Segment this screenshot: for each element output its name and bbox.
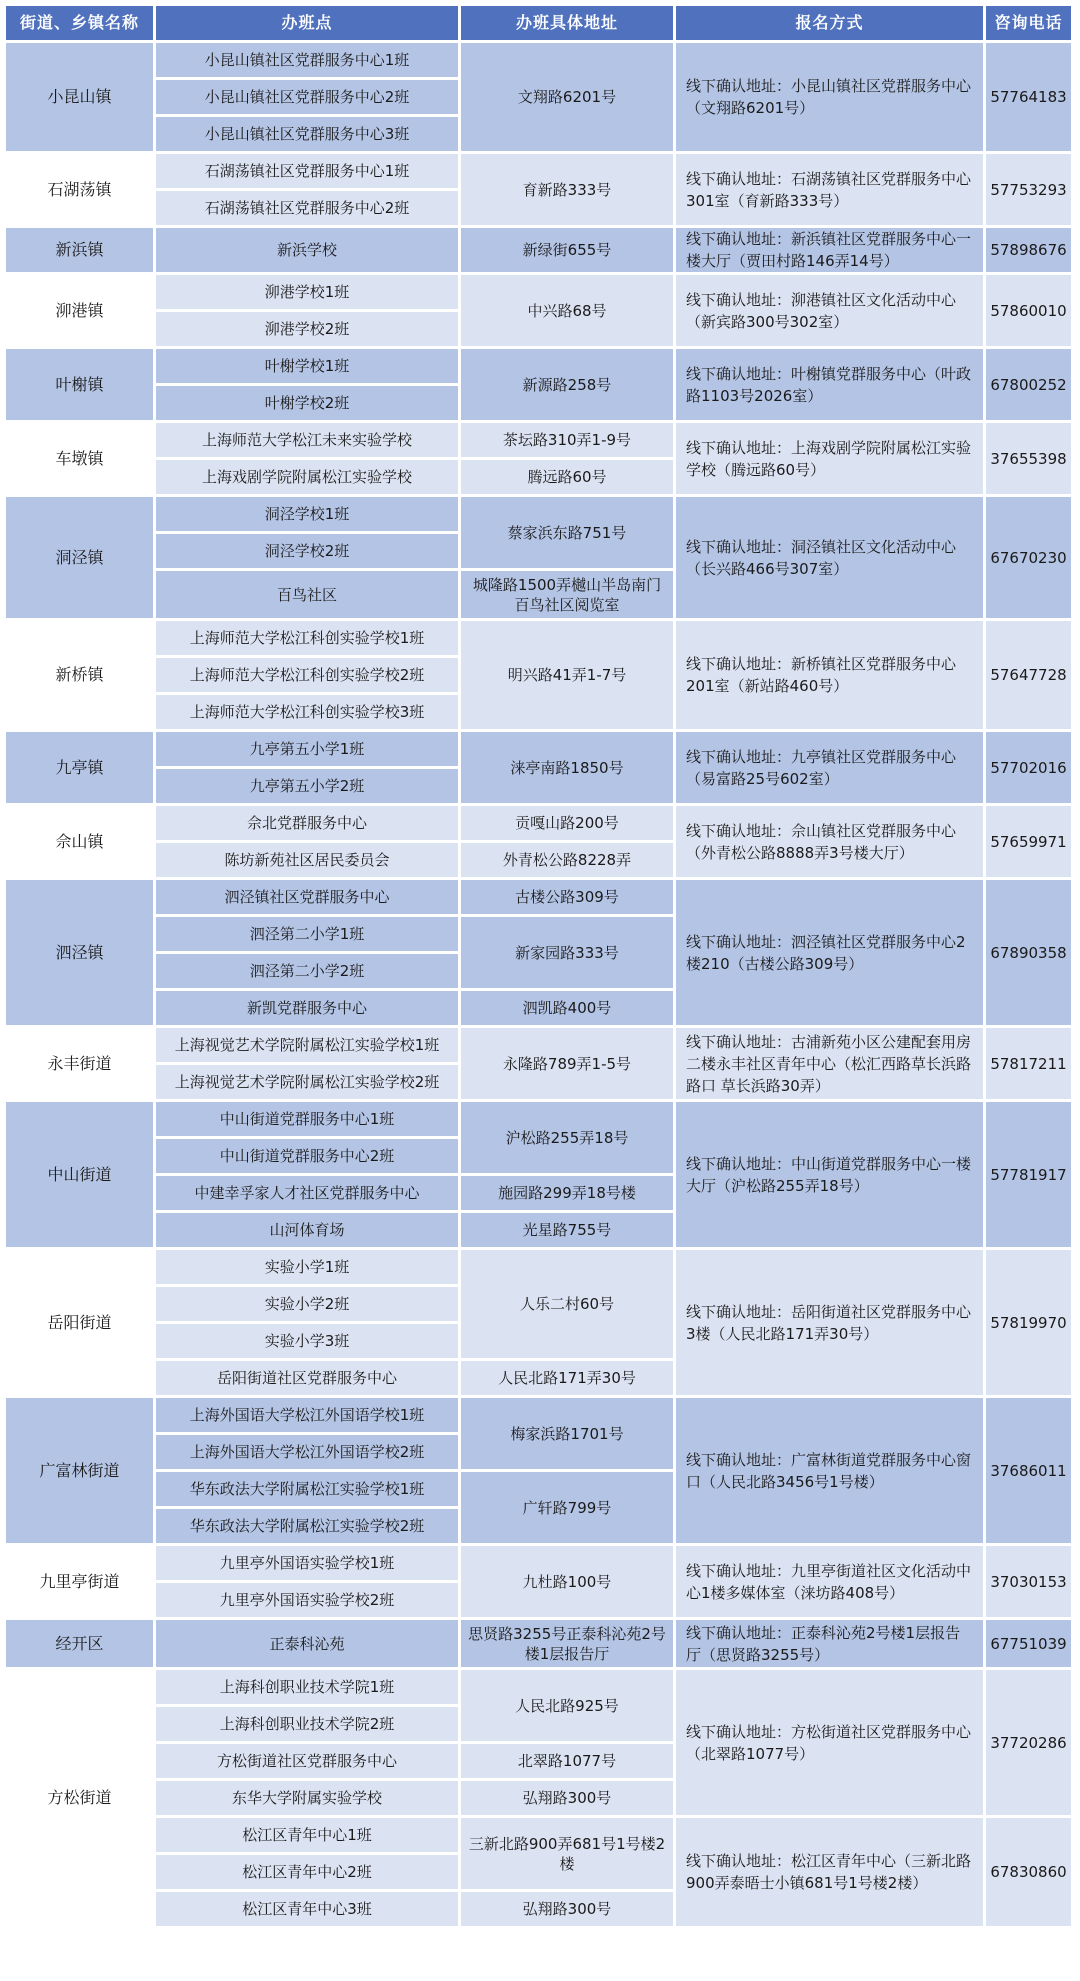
- site-address: 新源路258号: [461, 349, 676, 423]
- site-address: 人民北路925号: [461, 1670, 676, 1744]
- town-name: 泖港镇: [6, 275, 156, 349]
- town-name: 岳阳街道: [6, 1250, 156, 1398]
- table-row: [6, 228, 1074, 275]
- registration-method: 线下确认地址：新浜镇社区党群服务中心一楼大厅（贾田村路146弄14号）: [676, 228, 986, 275]
- site-name: 上海科创职业技术学院2班: [156, 1707, 461, 1744]
- registration-method: 线下确认地址：九里亭街道社区文化活动中心1楼多媒体室（涞坊路408号）: [676, 1546, 986, 1620]
- table-row: [6, 423, 1074, 460]
- site-name: 上海外国语大学松江外国语学校2班: [156, 1435, 461, 1472]
- table-row: [6, 1102, 1074, 1139]
- site-name: 上海师范大学松江科创实验学校1班: [156, 621, 461, 658]
- consult-phone: 67800252: [986, 349, 1074, 423]
- registration-method: 线下确认地址：方松街道社区党群服务中心（北翠路1077号）: [676, 1670, 986, 1818]
- consult-phone: 57819970: [986, 1250, 1074, 1398]
- consult-phone: 57702016: [986, 732, 1074, 806]
- site-address: 梅家浜路1701号: [461, 1398, 676, 1472]
- site-name: 洞泾学校2班: [156, 534, 461, 571]
- consult-phone: 37030153: [986, 1546, 1074, 1620]
- site-name: 陈坊新苑社区居民委员会: [156, 843, 461, 880]
- registration-method: 线下确认地址：泗泾镇社区党群服务中心2楼210（古楼公路309号）: [676, 880, 986, 1028]
- site-name: 百鸟社区: [156, 571, 461, 621]
- site-name: 泗泾第二小学2班: [156, 954, 461, 991]
- site-address: 育新路333号: [461, 154, 676, 228]
- site-name: 泖港学校1班: [156, 275, 461, 312]
- header-address: 办班具体地址: [461, 6, 676, 43]
- consult-phone: 67830860: [986, 1818, 1074, 1929]
- table-row: [6, 806, 1074, 843]
- site-address: 城隆路1500弄樾山半岛南门百鸟社区阅览室: [461, 571, 676, 621]
- site-address: 涞亭南路1850号: [461, 732, 676, 806]
- town-name: 广富林街道: [6, 1398, 156, 1546]
- table-row: [6, 1620, 1074, 1670]
- registration-method: 线下确认地址：佘山镇社区党群服务中心（外青松公路8888弄3号楼大厅）: [676, 806, 986, 880]
- site-address: 三新北路900弄681号1号楼2楼: [461, 1818, 676, 1892]
- consult-phone: 57817211: [986, 1028, 1074, 1102]
- site-name: 松江区青年中心1班: [156, 1818, 461, 1855]
- town-name: 洞泾镇: [6, 497, 156, 621]
- consult-phone: 57764183: [986, 43, 1074, 154]
- site-name: 松江区青年中心2班: [156, 1855, 461, 1892]
- table-row: [6, 349, 1074, 386]
- header-town: 街道、乡镇名称: [6, 6, 156, 43]
- site-name: 中山街道党群服务中心1班: [156, 1102, 461, 1139]
- site-address: 光星路755号: [461, 1213, 676, 1250]
- table-row: [6, 880, 1074, 917]
- town-name: 经开区: [6, 1620, 156, 1670]
- town-name: 新浜镇: [6, 228, 156, 275]
- site-address: 施园路299弄18号楼: [461, 1176, 676, 1213]
- town-name: 泗泾镇: [6, 880, 156, 1028]
- site-address: 思贤路3255号正泰科沁苑2号楼1层报告厅: [461, 1620, 676, 1670]
- consult-phone: 57781917: [986, 1102, 1074, 1250]
- site-name: 上海视觉艺术学院附属松江实验学校1班: [156, 1028, 461, 1065]
- site-address: 沪松路255弄18号: [461, 1102, 676, 1176]
- table-row: [6, 43, 1074, 80]
- town-name: 中山街道: [6, 1102, 156, 1250]
- consult-phone: 37686011: [986, 1398, 1074, 1546]
- site-address: 外青松公路8228弄: [461, 843, 676, 880]
- site-name: 泗泾第二小学1班: [156, 917, 461, 954]
- site-name: 洞泾学校1班: [156, 497, 461, 534]
- registration-method: 线下确认地址：叶榭镇党群服务中心（叶政路1103号2026室）: [676, 349, 986, 423]
- consult-phone: 57647728: [986, 621, 1074, 732]
- site-name: 上海戏剧学院附属松江实验学校: [156, 460, 461, 497]
- town-name: 车墩镇: [6, 423, 156, 497]
- table-row: [6, 1398, 1074, 1435]
- site-name: 石湖荡镇社区党群服务中心1班: [156, 154, 461, 191]
- site-address: 人民北路171弄30号: [461, 1361, 676, 1398]
- registration-method: 线下确认地址：古浦新苑小区公建配套用房二楼永丰社区青年中心（松汇西路草长浜路路口 草长浜路30弄）: [676, 1028, 986, 1102]
- site-address: 九杜路100号: [461, 1546, 676, 1620]
- town-name: 九亭镇: [6, 732, 156, 806]
- registration-method: 线下确认地址：正泰科沁苑2号楼1层报告厅（思贤路3255号）: [676, 1620, 986, 1670]
- site-name: 中建幸孚家人才社区党群服务中心: [156, 1176, 461, 1213]
- site-name: 石湖荡镇社区党群服务中心2班: [156, 191, 461, 228]
- site-address: 泗凯路400号: [461, 991, 676, 1028]
- registration-method: 线下确认地址：石湖荡镇社区党群服务中心301室（育新路333号）: [676, 154, 986, 228]
- site-name: 正泰科沁苑: [156, 1620, 461, 1670]
- site-address: 腾远路60号: [461, 460, 676, 497]
- registration-method: 线下确认地址：小昆山镇社区党群服务中心（文翔路6201号）: [676, 43, 986, 154]
- site-name: 实验小学1班: [156, 1250, 461, 1287]
- site-address: 弘翔路300号: [461, 1892, 676, 1929]
- registration-method: 线下确认地址：新桥镇社区党群服务中心201室（新站路460号）: [676, 621, 986, 732]
- consult-phone: 67670230: [986, 497, 1074, 621]
- site-address: 古楼公路309号: [461, 880, 676, 917]
- site-address: 蔡家浜东路751号: [461, 497, 676, 571]
- site-name: 松江区青年中心3班: [156, 1892, 461, 1929]
- registration-method: 线下确认地址：九亭镇社区党群服务中心（易富路25号602室）: [676, 732, 986, 806]
- consult-phone: 67751039: [986, 1620, 1074, 1670]
- table-row: [6, 1818, 1074, 1855]
- site-name: 小昆山镇社区党群服务中心2班: [156, 80, 461, 117]
- town-name: 小昆山镇: [6, 43, 156, 154]
- site-name: 东华大学附属实验学校: [156, 1781, 461, 1818]
- site-name: 新浜学校: [156, 228, 461, 275]
- site-address: 弘翔路300号: [461, 1781, 676, 1818]
- site-name: 中山街道党群服务中心2班: [156, 1139, 461, 1176]
- registration-method: 线下确认地址：中山街道党群服务中心一楼大厅（沪松路255弄18号）: [676, 1102, 986, 1250]
- table-row: [6, 1250, 1074, 1287]
- site-name: 上海师范大学松江科创实验学校3班: [156, 695, 461, 732]
- site-name: 上海视觉艺术学院附属松江实验学校2班: [156, 1065, 461, 1102]
- town-name: 叶榭镇: [6, 349, 156, 423]
- site-address: 永隆路789弄1-5号: [461, 1028, 676, 1102]
- town-name: 佘山镇: [6, 806, 156, 880]
- consult-phone: 57860010: [986, 275, 1074, 349]
- site-address: 茶坛路310弄1-9号: [461, 423, 676, 460]
- town-name: 方松街道: [6, 1670, 156, 1929]
- table-row: [6, 1670, 1074, 1707]
- table-row: [6, 621, 1074, 658]
- town-name: 永丰街道: [6, 1028, 156, 1102]
- site-name: 华东政法大学附属松江实验学校2班: [156, 1509, 461, 1546]
- site-address: 新绿街655号: [461, 228, 676, 275]
- consult-phone: 67890358: [986, 880, 1074, 1028]
- site-address: 明兴路41弄1-7号: [461, 621, 676, 732]
- site-name: 九亭第五小学2班: [156, 769, 461, 806]
- consult-phone: 57753293: [986, 154, 1074, 228]
- header-registration: 报名方式: [676, 6, 986, 43]
- registration-method: 线下确认地址：上海戏剧学院附属松江实验学校（腾远路60号）: [676, 423, 986, 497]
- table-row: [6, 1028, 1074, 1065]
- site-name: 泖港学校2班: [156, 312, 461, 349]
- registration-method: 线下确认地址：松江区青年中心（三新北路900弄泰晤士小镇681号1号楼2楼）: [676, 1818, 986, 1929]
- site-name: 九里亭外国语实验学校2班: [156, 1583, 461, 1620]
- header-phone: 咨询电话: [986, 6, 1074, 43]
- site-name: 实验小学3班: [156, 1324, 461, 1361]
- site-name: 九亭第五小学1班: [156, 732, 461, 769]
- site-name: 方松街道社区党群服务中心: [156, 1744, 461, 1781]
- site-name: 小昆山镇社区党群服务中心3班: [156, 117, 461, 154]
- table-body: [6, 43, 1074, 1929]
- consult-phone: 57898676: [986, 228, 1074, 275]
- site-name: 佘北党群服务中心: [156, 806, 461, 843]
- registration-method: 线下确认地址：洞泾镇社区文化活动中心（长兴路466号307室）: [676, 497, 986, 621]
- site-address: 北翠路1077号: [461, 1744, 676, 1781]
- consult-phone: 37655398: [986, 423, 1074, 497]
- site-address: 中兴路68号: [461, 275, 676, 349]
- site-address: 广轩路799号: [461, 1472, 676, 1546]
- town-name: 石湖荡镇: [6, 154, 156, 228]
- consult-phone: 37720286: [986, 1670, 1074, 1818]
- town-name: 九里亭街道: [6, 1546, 156, 1620]
- header-row: [6, 6, 1074, 43]
- site-address: 新家园路333号: [461, 917, 676, 991]
- site-name: 上海师范大学松江未来实验学校: [156, 423, 461, 460]
- table-row: [6, 154, 1074, 191]
- table-row: [6, 497, 1074, 534]
- registration-method: 线下确认地址：广富林街道党群服务中心窗口（人民北路3456号1号楼）: [676, 1398, 986, 1546]
- site-name: 小昆山镇社区党群服务中心1班: [156, 43, 461, 80]
- registration-method: 线下确认地址：岳阳街道社区党群服务中心3楼（人民北路171弄30号）: [676, 1250, 986, 1398]
- registration-method: 线下确认地址：泖港镇社区文化活动中心（新宾路300号302室）: [676, 275, 986, 349]
- table-row: [6, 275, 1074, 312]
- site-address: 人乐二村60号: [461, 1250, 676, 1361]
- site-name: 叶榭学校1班: [156, 349, 461, 386]
- site-name: 新凯党群服务中心: [156, 991, 461, 1028]
- site-name: 上海外国语大学松江外国语学校1班: [156, 1398, 461, 1435]
- table-row: [6, 1546, 1074, 1583]
- consult-phone: 57659971: [986, 806, 1074, 880]
- site-address: 贡嘎山路200号: [461, 806, 676, 843]
- town-name: 新桥镇: [6, 621, 156, 732]
- site-name: 华东政法大学附属松江实验学校1班: [156, 1472, 461, 1509]
- site-name: 岳阳街道社区党群服务中心: [156, 1361, 461, 1398]
- site-name: 九里亭外国语实验学校1班: [156, 1546, 461, 1583]
- site-name: 上海师范大学松江科创实验学校2班: [156, 658, 461, 695]
- site-name: 泗泾镇社区党群服务中心: [156, 880, 461, 917]
- site-name: 山河体育场: [156, 1213, 461, 1250]
- site-address: 文翔路6201号: [461, 43, 676, 154]
- site-name: 叶榭学校2班: [156, 386, 461, 423]
- table-row: [6, 732, 1074, 769]
- header-site: 办班点: [156, 6, 461, 43]
- training-sites-table: [6, 6, 1074, 1929]
- site-name: 实验小学2班: [156, 1287, 461, 1324]
- site-name: 上海科创职业技术学院1班: [156, 1670, 461, 1707]
